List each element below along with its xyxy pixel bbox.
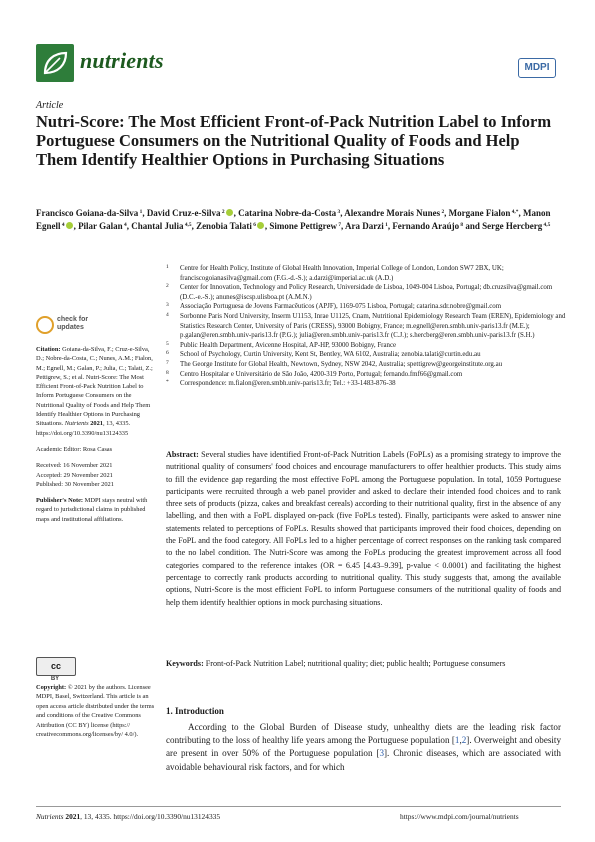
intro-paragraph: According to the Global Burden of Disease study, unhealthy diets are the leading risk factor contributing to the loss of healthy life years among the Portuguese population [1,2]. Overweight and obesity are present in over 50% of the Portuguese population [3]. Chronic diseases, which are associated with avoidable behavioural risk factors, and for which xyxy=(166,722,561,772)
keywords-label: Keywords: xyxy=(166,659,204,668)
accepted-date: Accepted: 29 November 2021 xyxy=(36,471,113,479)
citation-link[interactable]: 1 xyxy=(454,735,460,746)
affiliation-item: 5 Public Health Department, Avicenne Hospital, AP-HP, 93000 Bobigny, France xyxy=(166,340,397,349)
orcid-icon[interactable] xyxy=(257,222,264,229)
author-name[interactable]: Morgane Fialon $^{4,*}$ xyxy=(448,208,519,218)
abstract xyxy=(166,449,561,609)
affiliation-list xyxy=(166,264,566,389)
publisher-note-label: Publisher's Note: xyxy=(36,497,84,505)
sidebar xyxy=(36,345,156,531)
affiliation-item: 6 School of Psychology, Curtin University, Kent St, Bentley, WA 6102, Australia; zenobia.talati@curtin.edu.au xyxy=(166,350,481,359)
citation-year: 2021 xyxy=(90,420,103,428)
affiliation-item: 3 Associação Portuguesa de Jovens Farmacêuticos (APJF), 1169-075 Lisboa, Portugal; catarina.sdr.nobre@gmail.com xyxy=(166,302,502,311)
copyright-label: Copyright: xyxy=(36,684,67,691)
check-for-updates-button[interactable] xyxy=(36,316,96,336)
journal-logo-icon xyxy=(36,44,74,82)
citation-link[interactable]: 2 xyxy=(461,735,467,746)
copyright-block xyxy=(36,683,158,739)
citation-text: Goiana-da-Silva, F.; Cruz-e-Silva, D.; Nobre-da-Costa, C.; Nunes, A.M.; Fialon, M.; Egnell, M.; Galan, P.; Julia, C.; Talati, Z.; Pettigrew, S.; et al. Nutri-Score: The Most Efficient Front-of-Pack Nutrition Label to Inform Portuguese Consumers on the Nutritional Quality of Foods and Help Them Identify Healthier Options in Purchasing Situations. xyxy=(36,346,153,428)
author-name[interactable]: Ara Darzi $^1$ xyxy=(345,221,388,231)
author-name[interactable]: Alexandre Morais Nunes $^2$ xyxy=(344,208,445,218)
article-type: Article xyxy=(36,100,64,111)
author-name[interactable]: Serge Hercberg $^{4,5}$ xyxy=(482,221,551,231)
footer-doi-link[interactable]: , 13, 4335. https://doi.org/10.3390/nu13124335 xyxy=(80,812,221,821)
citation-link[interactable]: 3 xyxy=(379,748,384,759)
journal-name: nutrients xyxy=(80,48,164,73)
affiliation-item: 7 The George Institute for Global Health, Newtown, Sydney, NSW 2042, Australia; spettigrew@georgeinstitute.org.au xyxy=(166,359,503,368)
author-list: Francisco Goiana-da-Silva $^1$, David Cruz-e-Silva $^2$ , Catarina Nobre-da-Costa $^3$, Alexandre Morais Nunes $^2$, Morgane Fialon $^{4,*}$, Manon Egnell $^4$ , Pilar Galan $^4$, Chantal Julia $^{4,5}$, Zenobia Talati $^6$ , Simone Pettigrew $^7$, Ara Darzi $^1$, Fernando Araújo $^8$ and Serge Hercberg $^{4,5}$ xyxy=(36,208,551,231)
author-name[interactable]: Zenobia Talati $^6$ xyxy=(196,221,265,231)
author-name[interactable]: Manon Egnell $^4$ xyxy=(36,208,551,231)
academic-editor: Academic Editor: Rosa Casas xyxy=(36,445,113,453)
affiliation-item: 2 Center for Innovation, Technology and Policy Research, Universidade de Lisboa, 1049-004 Lisboa, Portugal; db.cruzsilva@gmail.com (D.C.-e.-S.); anunes@iscsp.ulisboa.pt (A.M.N.) xyxy=(166,283,553,301)
cc-license-icon[interactable]: cc xyxy=(36,657,76,676)
footer-rule xyxy=(36,806,561,807)
orcid-icon[interactable] xyxy=(66,222,73,229)
citation-block xyxy=(36,345,156,438)
keywords-text: Front-of-Pack Nutrition Label; nutritional quality; diet; public health; Portuguese consumers xyxy=(205,659,506,668)
author-name[interactable]: Simone Pettigrew $^7$ xyxy=(269,221,342,231)
abstract-label: Abstract: xyxy=(166,450,199,459)
author-name[interactable]: Catarina Nobre-da-Costa $^3$ xyxy=(238,208,341,218)
citation-journal: Nutrients xyxy=(64,420,89,428)
author-name[interactable]: Chantal Julia $^{4,5}$ xyxy=(131,221,192,231)
orcid-icon[interactable] xyxy=(226,209,233,216)
citation-doi[interactable]: , 13, 4335. https://doi.org/10.3390/nu13124335 xyxy=(36,420,131,437)
publisher-logo[interactable]: MDPI xyxy=(518,58,556,78)
author-name[interactable]: Fernando Araújo $^8$ xyxy=(392,221,464,231)
check-updates-line1: check for xyxy=(57,316,89,323)
citation-label: Citation: xyxy=(36,346,61,353)
publisher-note xyxy=(36,496,156,524)
check-updates-icon xyxy=(36,316,54,334)
section-heading: 1. Introduction xyxy=(166,706,224,716)
affiliation-item: 8 Centro Hospitalar e Universitário de São João, 4200-319 Porto, Portugal; fernando.fmf66@gmail.com xyxy=(166,369,463,378)
author-name[interactable]: Pilar Galan $^4$ xyxy=(78,221,127,231)
affiliation-item: 1 Centre for Health Policy, Institute of Global Health Innovation, Imperial College of London, London SW7 2BX, UK; franciscogoianasilva@gmail.com (F.G.-d.-S.); a.darzi@imperial.ac.uk (A.D.) xyxy=(166,264,504,282)
keywords xyxy=(166,658,561,670)
cc-by-icon: BY xyxy=(50,676,60,682)
author-name[interactable]: David Cruz-e-Silva $^2$ xyxy=(147,208,234,218)
affiliation-item: 4 Sorbonne Paris Nord University, Inserm U1153, Inrae U1125, Cnam, Nutritional Epidemiology Research Team (EREN), Epidemiology and Statistics Research Center, University of Paris (CRESS), 93000 Bobigny, France; m.egnell@eren.smbh.univ-paris13.fr (M.E.); p.galan@eren.smbh.univ-paris13.fr (P.G.); julia@eren.smbh.univ-paris13.fr (C.J.); s.hercberg@eren.smbh.univ-paris13.fr (S.H.) xyxy=(166,311,566,340)
publisher-note-text: MDPI stays neutral with regard to jurisdictional claims in published maps and institutional affiliations. xyxy=(36,497,148,523)
published-date: Published: 30 November 2021 xyxy=(36,480,114,488)
affiliation-item: * Correspondence: m.fialon@eren.smbh.univ-paris13.fr; Tel.: +33-1483-876-38 xyxy=(166,379,396,388)
check-updates-line2: updates xyxy=(57,324,84,331)
footer-citation: Nutrients 2021, 13, 4335. https://doi.org/10.3390/nu13124335 xyxy=(36,812,221,821)
received-date: Received: 16 November 2021 xyxy=(36,462,113,470)
abstract-text: Several studies have identified Front-of-Pack Nutrition Labels (FoPLs) as a promising strategy to improve the nutritional quality of consumers' food choices and encourage manufacturers to offer healthier products. This study aims to fill the evidence gap regarding the most effective FoPL among the Portuguese population. In total, 1059 Portuguese participants were recruited through a web panel provider and asked to declare their intended food choices and to rank three sets of products (pizza, cakes and breakfast cereals) according to their nutritional quality, first in the absence of any labelling, and then with a FoPL displayed on-pack (five FoPLs tested). Finally, participants were asked to answer nine statements related to perceptions of FoPLs. Results showed that participants improved their food choices, depending on the FoPL and the food category. All FoPLs led to a higher percentage of correct responses on the ranking task compared to the no label condition. The Nutri-Score was among the FoPLs producing the greatest improvement across all food categories compared to the reference intakes (OR = 6.45 [4.43–9.39], p-value < 0.0001) and facilitating the highest percentage to correctly rank products according to nutritional quality. This study suggests that, among the available options, Nutri-Score is the most efficient FoPL to inform Portuguese consumers of the nutritional quality of foods and help them identify healthier options in mock purchasing situations. xyxy=(166,450,561,607)
copyright-text: © 2021 by the authors. Licensee MDPI, Basel, Switzerland. This article is an open access article distributed under the terms and conditions of the Creative Commons Attribution (CC BY) license (https:// creativecommons.org/licenses/by/ 4.0/). xyxy=(36,684,155,739)
footer-journal-url[interactable]: https://www.mdpi.com/journal/nutrients xyxy=(400,812,519,821)
article-title: Nutri-Score: The Most Efficient Front-of-Pack Nutrition Label to Inform Portuguese Consumers on the Nutritional Quality of Foods and Help Them Identify Healthier Options in Purchasing Situations xyxy=(36,112,552,169)
author-name[interactable]: Francisco Goiana-da-Silva $^1$ xyxy=(36,208,143,218)
